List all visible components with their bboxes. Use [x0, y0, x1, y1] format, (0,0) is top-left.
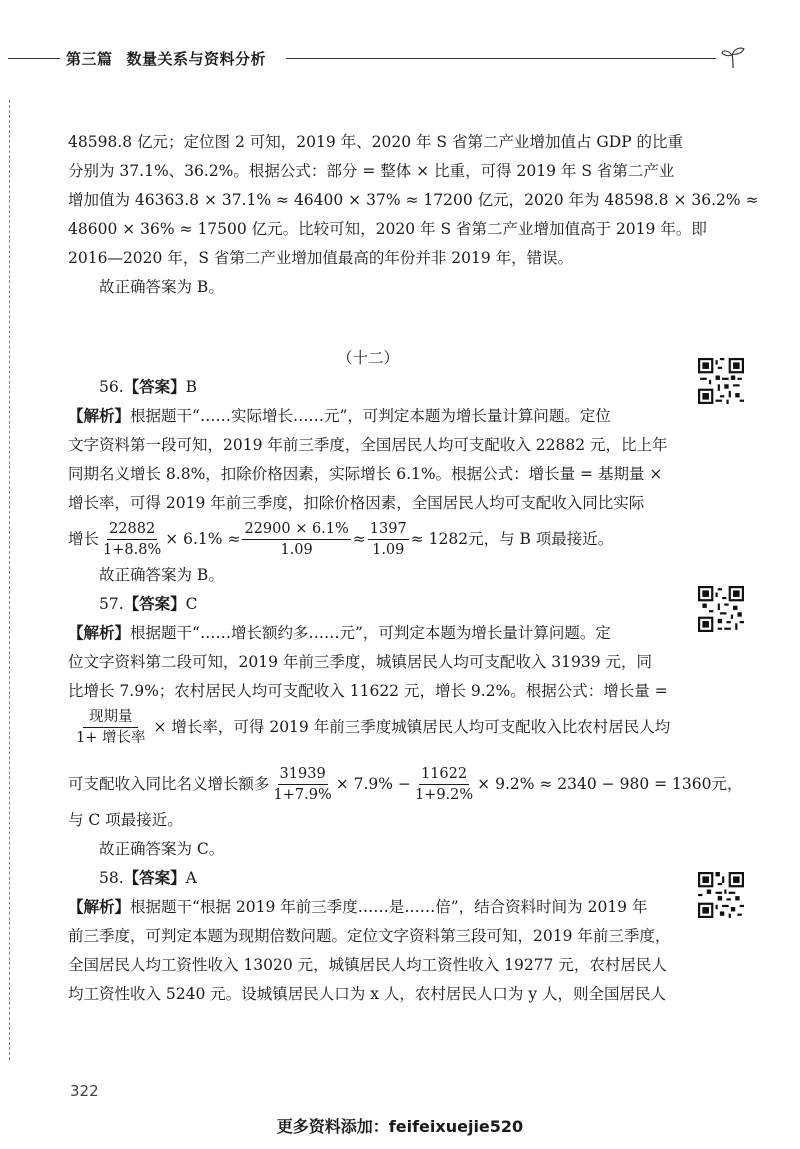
qr-code-icon[interactable] — [698, 358, 744, 404]
answer-label: 【答案】 — [123, 378, 186, 396]
text-line: 比增长 7.9%；农村居民人均可支配收入 11622 元，增长 9.2%。根据公式：增长量 = — [68, 682, 668, 700]
fraction: $\frac{22882}{1+8.8\%}$ — [103, 521, 162, 558]
answer-value: B — [185, 378, 198, 396]
conclusion-text: 故正确答案为 B。 — [99, 278, 224, 296]
paragraph-continued — [68, 128, 759, 273]
text-line: 【解析】根据题干“根据 2019 年前三季度……是……倍”，结合资料时间为 2019 年 — [68, 898, 648, 916]
footer-watermark: 更多资料添加：feifeixuejie520 — [276, 1117, 524, 1136]
answer-label: 【答案】 — [123, 869, 186, 887]
answer-value: A — [185, 869, 197, 887]
analysis-block — [68, 893, 671, 1009]
text-line: 全国居民人均工资性收入 13020 元，城镇居民人均工资性收入 19277 元，农村居民人 — [68, 956, 667, 974]
fraction: $\frac{31939}{1+7.9\%}$ — [273, 766, 332, 803]
text-line: 【解析】根据题干“……增长额约多……元”，可判定本题为增长量计算问题。定 — [68, 624, 611, 642]
header-chapter: 数量关系与资料分析 — [126, 50, 267, 68]
question-56 — [68, 373, 668, 590]
header-rule-right — [286, 58, 716, 59]
header-title — [66, 48, 266, 69]
text-line: 前三季度，可判定本题为现期倍数问题。定位文字资料第三段可知，2019 年前三季度， — [68, 927, 671, 945]
equation-line: 可支配收入同比名义增长额多 $\frac{31939}{1+7.9\%}$ × 7.9% − $\frac{11622}{1+9.2\%}$ × 9.2% ≈ 2340 − 980 = 1360元， — [68, 766, 743, 803]
running-header — [8, 46, 788, 70]
analysis-block — [68, 619, 743, 835]
sprout-icon — [720, 46, 746, 70]
text-line: 48600 × 36% ≈ 17500 亿元。比较可知，2020 年 S 省第二产业增加值高于 2019 年。即 — [68, 220, 707, 238]
qr-code-icon[interactable] — [698, 872, 744, 918]
fraction: $\frac{\text{现期量}}{\text{1+ 增长率}}$ — [76, 709, 146, 746]
question-number: 56. — [99, 378, 124, 396]
text-line: 48598.8 亿元；定位图 2 可知，2019 年、2020 年 S 省第二产业增加值占 GDP 的比重 — [68, 133, 684, 151]
text-line: 增长率，可得 2019 年前三季度，扣除价格因素，全国居民人均可支配收入同比实际 — [68, 494, 645, 512]
analysis-label: 【解析】 — [68, 407, 131, 425]
question-58 — [68, 864, 671, 1009]
question-57 — [68, 590, 743, 864]
conclusion-text: 故正确答案为 B。 — [99, 566, 224, 584]
answer-line — [68, 373, 668, 402]
section-title: （十二） — [336, 349, 399, 367]
formula-line: $\frac{\text{现期量}}{\text{1+ 增长率}}$ × 增长率，可得 2019 年前三季度城镇居民人均可支配收入比农村居民人均 — [68, 708, 668, 747]
text-line: 均工资性收入 5240 元。设城镇居民人口为 x 人，农村居民人口为 y 人，则全国居民人 — [68, 985, 667, 1003]
qr-code-icon[interactable] — [698, 586, 744, 632]
page-content — [68, 128, 759, 1009]
header-rule-left — [8, 58, 60, 59]
fraction: $\frac{11622}{1+9.2\%}$ — [414, 766, 474, 803]
answer-line — [68, 864, 668, 893]
text-line: 与 C 项最接近。 — [68, 811, 183, 829]
text-line: 【解析】根据题干“……实际增长……元”，可判定本题为增长量计算问题。定位 — [68, 407, 611, 425]
answer-label: 【答案】 — [123, 595, 186, 613]
analysis-block — [68, 402, 668, 559]
answer-line — [68, 590, 668, 619]
page-number: 322 — [70, 1082, 99, 1100]
binding-margin-line — [9, 100, 10, 1060]
question-number: 57. — [99, 595, 124, 613]
conclusion-text: 故正确答案为 C。 — [99, 840, 225, 858]
header-part: 第三篇 — [66, 50, 113, 68]
text-line: 位文字资料第二段可知，2019 年前三季度，城镇居民人均可支配收入 31939 元，同 — [68, 653, 653, 671]
text-line: 分别为 37.1%、36.2%。根据公式：部分 = 整体 × 比重，可得 2019 年 S 省第二产业 — [68, 162, 675, 180]
fraction: $\frac{22900 \times 6.1\%}{1.09}$ — [244, 521, 349, 558]
analysis-label: 【解析】 — [68, 898, 131, 916]
analysis-label: 【解析】 — [68, 624, 131, 642]
text-line: 文字资料第一段可知，2019 年前三季度，全国居民人均可支配收入 22882 元，比上年 — [68, 436, 668, 454]
text-line: 同期名义增长 8.8%，扣除价格因素，实际增长 6.1%。根据公式：增长量 = 基期量 × — [68, 465, 663, 483]
text-line: 2016—2020 年，S 省第二产业增加值最高的年份并非 2019 年，错误。 — [68, 249, 574, 267]
answer-value: C — [185, 595, 198, 613]
equation-line: 增长 $\frac{22882}{1+8.8\%}$ × 6.1% ≈ $\frac{22900 \times 6.1\%}{1.09}$ ≈ $\frac{1397}{1.09}$ ≈ 1282元，与 B 项最接近。 — [68, 521, 614, 558]
question-number: 58. — [99, 869, 124, 887]
fraction: $\frac{1397}{1.09}$ — [369, 521, 407, 558]
text-line: 增加值为 46363.8 × 37.1% ≈ 46400 × 37% ≈ 17200 亿元，2020 年为 48598.8 × 36.2% ≈ — [68, 191, 759, 209]
